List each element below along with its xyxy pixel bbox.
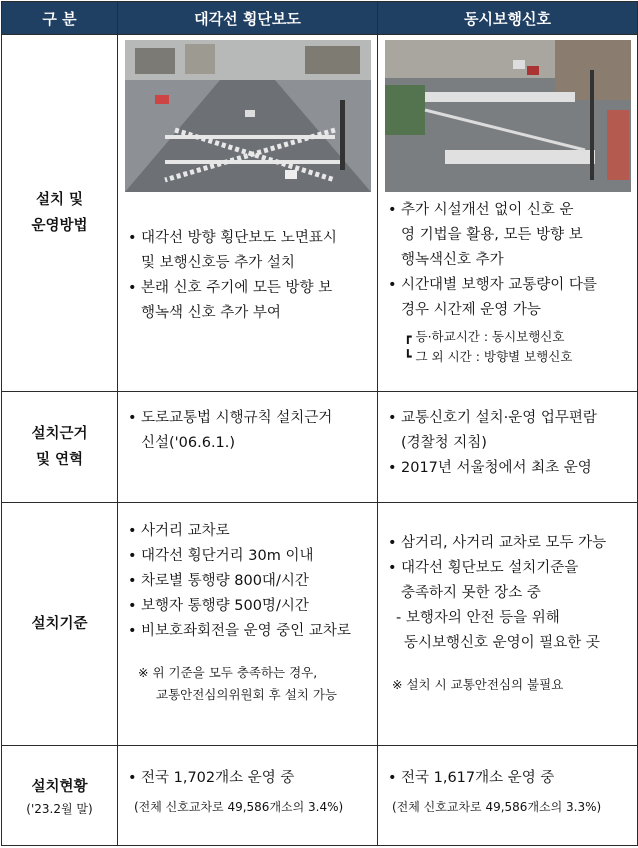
row-label: 설치현황 ('23.2월 말) [2, 746, 118, 846]
bracket-line-school: ┏ 등·하교시간 : 동시보행신호 [404, 329, 565, 344]
diagonal-crosswalk-photo [125, 40, 371, 192]
cell-diagonal: • 대각선 방향 횡단보도 노면표시 및 보행신호등 추가 설치 • 본래 신호 주기에 모든 방향 보 행녹색 신호 추가 부여 [118, 35, 378, 392]
header-simultaneous-signal: 동시보행신호 [378, 2, 638, 35]
header-diagonal-crosswalk: 대각선 횡단보도 [118, 2, 378, 35]
cell-simultaneous: • 전국 1,617개소 운영 중 (전체 신호교차로 49,586개소의 3.3%) [378, 746, 638, 846]
header-row [2, 2, 638, 35]
cell-diagonal: • 전국 1,702개소 운영 중 (전체 신호교차로 49,586개소의 3.4%) [118, 746, 378, 846]
cell-diagonal: • 사거리 교차로 • 대각선 횡단거리 30m 이내 • 차로별 통행량 800대/시간 • 보행자 통행량 500명/시간 • 비보호좌회전을 운영 중인 교차로 ※ 위 기준을 모두 충족하는 경우, 교통안전심의위원회 후 설치 가능 [118, 503, 378, 746]
cell-simultaneous: • 삼거리, 사거리 교차로 모두 가능 • 대각선 횡단보도 설치기준을 충족하지 못한 장소 중 - 보행자의 안전 등을 위해 동시보행신호 운영이 필요한 곳 ※ 설치 시 교통안전심의 불필요 [378, 503, 638, 746]
cell-simultaneous: • 추가 시설개선 없이 신호 운 영 기법을 활용, 모든 방향 보 행녹색신호 추가 • 시간대별 보행자 교통량이 다를 경우 시간제 운영 가능 ┏ 등·하교시간 : 동시보행신호 ┗ 그 외 시간 : 방향별 보행신호 [378, 35, 638, 392]
simultaneous-signal-photo [385, 40, 631, 192]
row-label: 설치근거 및 연혁 [2, 392, 118, 503]
row-criteria [2, 503, 638, 746]
header-category: 구 분 [2, 2, 118, 35]
row-label: 설치기준 [2, 503, 118, 746]
row-legal-basis [2, 392, 638, 503]
row-label: 설치 및 운영방법 [2, 35, 118, 392]
row-installation-method [2, 35, 638, 392]
cell-diagonal: • 도로교통법 시행규칙 설치근거 신설('06.6.1.) [118, 392, 378, 503]
cell-simultaneous: • 교통신호기 설치·운영 업무편람 (경찰청 지침) • 2017년 서울청에서 최초 운영 [378, 392, 638, 503]
row-status [2, 746, 638, 846]
bracket-line-other: ┗ 그 외 시간 : 방향별 보행신호 [404, 349, 573, 364]
comparison-table [1, 1, 638, 846]
